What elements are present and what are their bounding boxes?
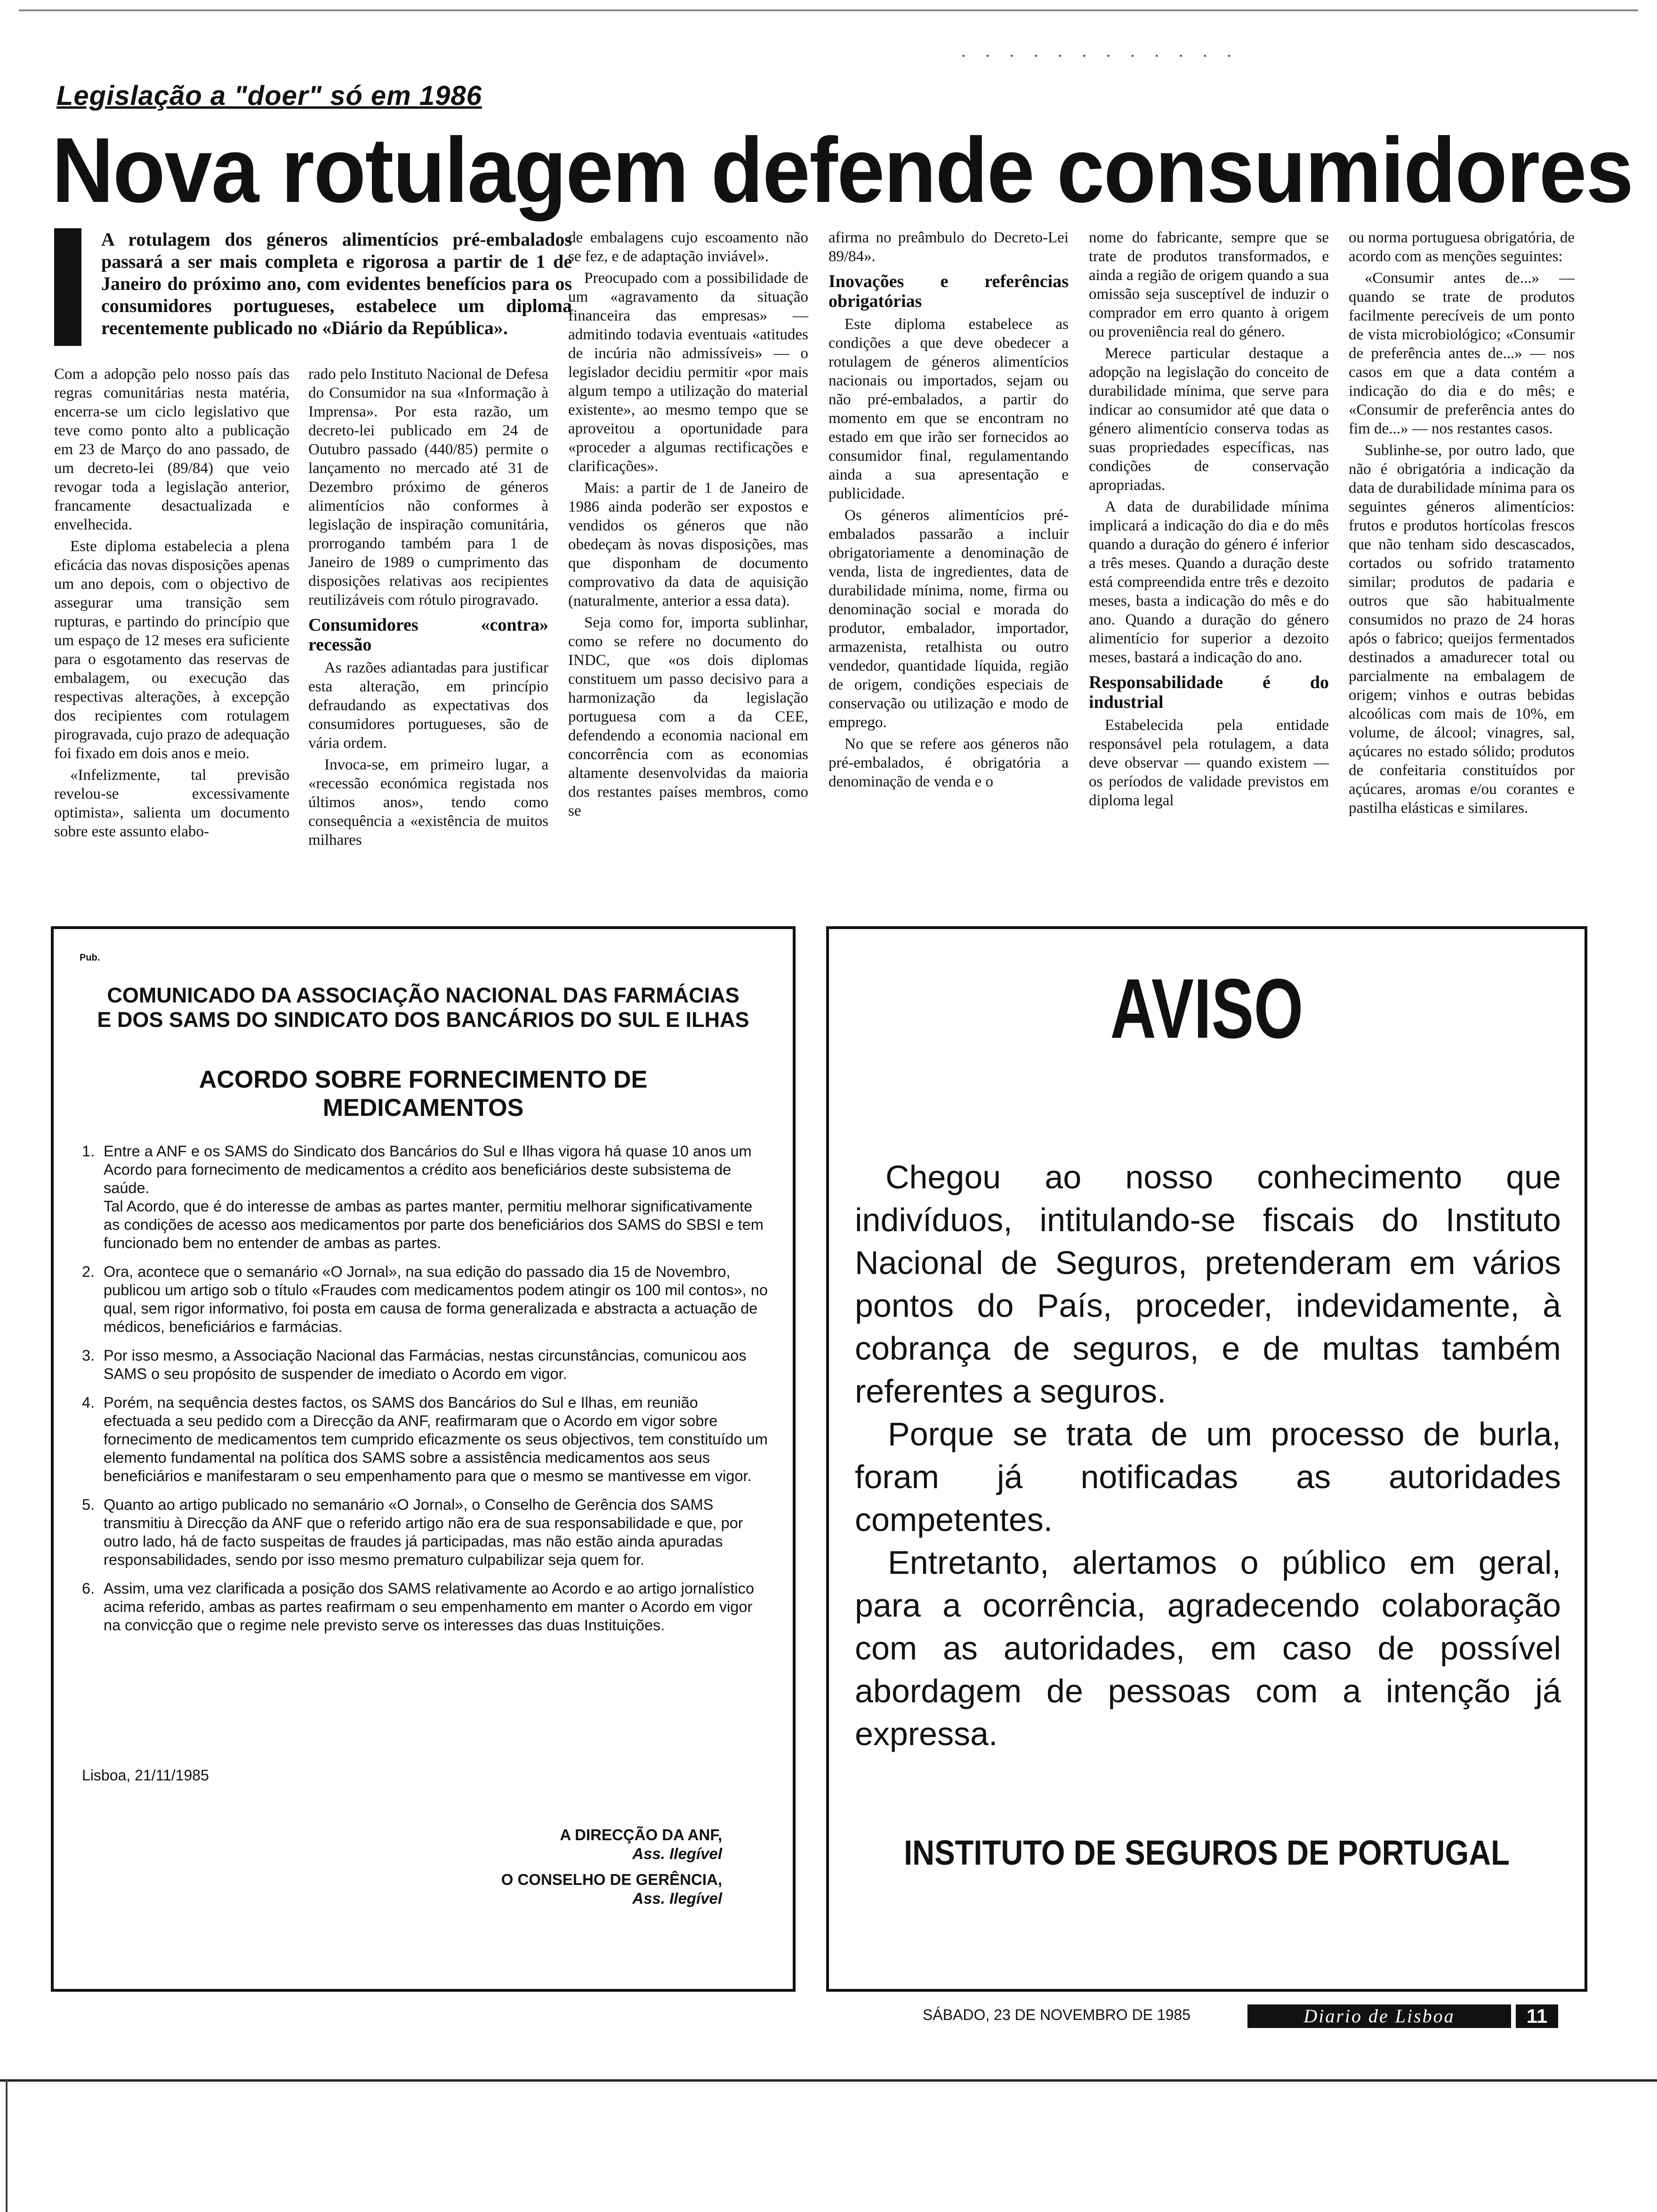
pub-label: Pub. [80, 953, 100, 963]
paragraph: ou norma portuguesa obrigatória, de acordo com as menções seguintes: [1349, 229, 1575, 265]
paragraph: Merece particular destaque a adopção na legislação do conceito de durabilidade mínima, que serve para indicar ao consumidor até que data o género alimentício conserva todas as suas propriedades específicas, nas condições de conservação apropriadas. [1089, 345, 1329, 494]
paragraph: As razões adiantadas para justificar esta alteração, em princípio defraudando as expectativas dos consumidores portugueses, são de vária ordem. [308, 659, 548, 752]
paragraph: Os géneros alimentícios pré-embalados passarão a incluir obrigatoriamente a denominação de venda, lista de ingredientes, data de durabilidade mínima, nome, firma ou denominação social e morada do produtor, embalador, importador, armazenista, retalhista ou outro vendedor, quantidade líquida, região de origem, condições especiais de conservação ou utilização e modo de emprego. [828, 507, 1069, 731]
article-kicker: Legislação a "doer" só em 1986 [56, 80, 482, 111]
subheading: Inovações e referências obrigatórias [828, 272, 1069, 311]
paragraph: A data de durabilidade mínima implicará a indicação do dia e do mês quando a duração do género é inferior a três meses. Quando a duração deste está compreendida entre três e dezoito meses, basta a indicação do mês e do ano. Quando a duração do género alimentício for superior a dezoito meses, bastará a indicação do ano. [1089, 498, 1329, 666]
item-number: 1. [82, 1143, 95, 1160]
scan-edge-left [6, 2080, 8, 2212]
item-number: 2. [82, 1263, 95, 1280]
paragraph: Invoca-se, em primeiro lugar, a «recessão económica registada nos últimos anos», tendo como consequência a «existência de muitos milhares [308, 756, 548, 849]
paragraph: afirma no preâmbulo do Decreto-Lei 89/84». [828, 229, 1069, 265]
newspaper-masthead: Diario de Lisboa [1247, 2004, 1511, 2028]
paragraph: rado pelo Instituto Nacional de Defesa do Consumidor na sua «Informação à Imprensa». Por esta razão, um decreto-lei publicado em 24 de Outubro passado (440/85) permite o lançamento no mercado até 31 de Dezembro próximo de géneros alimentícios não conformes à legislação de inspiração comunitária, prorrogando também para 1 de Janeiro de 1989 o cumprimento das disposições relativas aos recipientes reutilizáveis com rótulo pirogravado. [308, 366, 548, 609]
item-text: Por isso mesmo, a Associação Nacional das Farmácias, nestas circunstâncias, comunicou aos SAMS o seu propósito de suspender de imediato o Acordo em vigor. [104, 1347, 747, 1382]
article-column-6 [1349, 228, 1575, 820]
signature-note: Ass. Ilegível [632, 1845, 722, 1862]
subheading: Consumidores «contra» recessão [308, 615, 548, 655]
list-item [82, 1579, 769, 1635]
page-footer [923, 2004, 1577, 2030]
paragraph: «Infelizmente, tal previsão revelou-se excessivamente optimista», salienta um documento sobre este assunto elabo- [54, 767, 290, 840]
page-number: 11 [1516, 2004, 1558, 2028]
communique-title-line: E DOS SAMS DO SINDICATO DOS BANCÁRIOS DO SUL E ILHAS [97, 1008, 749, 1032]
list-item [82, 1496, 769, 1569]
aviso-title: AVISO [1110, 962, 1303, 1056]
signature-board [393, 1870, 722, 1908]
paragraph: Seja como for, importa sublinhar, como se refere no documento do INDC, que «os dois diplomas constituem um passo decisivo para a harmonização da legislação portuguesa com a da CEE, defendendo a economia nacional em concorrência com as economias altamente desenvolvidas da maioria dos restantes países membros, como se [568, 614, 808, 819]
item-text: Ora, acontece que o semanário «O Jornal», na sua edição do passado dia 15 de Novembro, publicou um artigo sob o título «Fraudes com medicamentos podem atingir os 100 mil contos», no qual, sem rigor informativo, foi posta em causa de forma generalizada e abstracta a actuação de médicos, beneficiários e farmácias. [104, 1263, 768, 1335]
communique-title [72, 983, 774, 1032]
list-item [82, 1263, 769, 1336]
paragraph: de embalagens cujo escoamento não se fez, e de adaptação inviável». [568, 229, 808, 265]
communique-items [82, 1142, 769, 1645]
scan-edge-top [19, 9, 1638, 11]
item-number: 3. [82, 1347, 95, 1364]
signature-role: A DIRECÇÃO DA ANF, [560, 1826, 722, 1843]
item-number: 4. [82, 1394, 95, 1411]
item-text: Quanto ao artigo publicado no semanário «O Jornal», o Conselho de Gerência dos SAMS transmitiu à Direcção da ANF que o referido artigo não era de sua responsabilidade e que, por outro lado, há de facto suspeitas de fraudes já participadas, mas não estão ainda apuradas responsabilidades, sendo por isso mesmo prematuro culpabilizar seja quem for. [104, 1496, 743, 1568]
subheading: Responsabilidade é do industrial [1089, 673, 1329, 712]
paragraph: Preocupado com a possibilidade de um «agravamento da situação financeira das empresas» — admitindo todavia eventuais «atitudes de incúria não admissíveis» — o legislador decidiu permitir «por mais algum tempo a utilização do material existente», ao mesmo tempo que se aproveitou a oportunidade para «proceder a algumas rectificações e clarificações». [568, 270, 808, 475]
paragraph: No que se refere aos géneros não pré-embalados, é obrigatória a denominação de venda e o [828, 736, 1069, 790]
item-number: 5. [82, 1496, 95, 1513]
paragraph: «Consumir antes de...» — quando se trate de produtos facilmente perecíveis de um ponto de vista microbiológico; «Consumir de preferência antes de...» — nos casos em que a data contém a indicação do dia e do mês; e «Consumir de preferência antes do fim de...» — nos restantes casos. [1349, 270, 1575, 437]
communique-advert [51, 926, 796, 1992]
communique-subtitle [72, 1066, 774, 1122]
paragraph: Este diploma estabelece as condições a que deve obedecer a rotulagem de géneros alimentícios nacionais ou importados, sejam ou não pré-embalados, a partir do momento em que se encontram no estado em que irão ser fornecidos ao consumidor final, regulamentando ainda a sua apresentação e publicidade. [828, 316, 1069, 502]
item-number: 6. [82, 1580, 95, 1597]
article-lead: A rotulagem dos géneros alimentícios pré-embalados passará a ser mais completa e rigorosa a partir de 1 de Janeiro do próximo ano, com evidentes benefícios para os consumidores portugueses, estabelece um diploma recentemente publicado no «Diário da República». [101, 229, 572, 338]
paragraph: Com a adopção pelo nosso país das regras comunitárias nesta matéria, encerra-se um ciclo legislativo que teve como ponto alto a publicação em 23 de Março do ano passado, de um decreto-lei (89/84) que veio revogar toda a legislação anterior, francamente desactualizada e envelhecida. [54, 366, 290, 533]
signature-note: Ass. Ilegível [632, 1890, 722, 1907]
scan-edge-bottom [0, 2079, 1657, 2082]
communique-title-line: COMUNICADO DA ASSOCIAÇÃO NACIONAL DAS FARMÁCIAS [107, 983, 740, 1007]
aviso-advert [826, 926, 1587, 1992]
signature-anf [393, 1826, 722, 1863]
article-column-4 [828, 228, 1069, 794]
communique-subtitle-line: ACORDO SOBRE FORNECIMENTO DE [199, 1066, 648, 1093]
item-text: Tal Acordo, que é do interesse de ambas as partes manter, permitiu melhorar significativamente as condições de acesso aos medicamentos por parte dos beneficiários dos SAMS do SBSI e tem funcionado bem no entender de ambas as partes. [104, 1198, 764, 1251]
place-date: Lisboa, 21/11/1985 [82, 1767, 209, 1784]
drop-cap-bar [54, 228, 81, 346]
list-item [82, 1394, 769, 1485]
paragraph: Chegou ao nosso conhecimento que indivíduos, intitulando-se fiscais do Instituto Nacional de Seguros, pretenderam em vários pontos do País, proceder, indevidamente, à cobrança de seguros, e de multas também referentes a seguros. [855, 1159, 1561, 1410]
article-body [54, 228, 1575, 906]
aviso-text [855, 1156, 1561, 1755]
article-headline: Nova rotulagem defende consumidores [52, 119, 1633, 222]
faded-header-text: · · · · · · · · · · · · [960, 45, 1239, 66]
aviso-signature: INSTITUTO DE SEGUROS DE PORTUGAL [904, 1833, 1510, 1872]
paragraph: Estabelecida pela entidade responsável pela rotulagem, a data deve observar — quando existem — os períodos de validade previstos em diploma legal [1089, 717, 1329, 809]
list-item [82, 1142, 769, 1252]
item-text: Entre a ANF e os SAMS do Sindicato dos Bancários do Sul e Ilhas vigora há quase 10 anos um Acordo para fornecimento de medicamentos a crédito aos beneficiários deste subsistema de saúde. [104, 1143, 752, 1196]
paragraph: Porque se trata de um processo de burla, foram já notificadas as autoridades competentes. [855, 1416, 1561, 1538]
article-column-3 [568, 228, 808, 823]
item-text: Assim, uma vez clarificada a posição dos SAMS relativamente ao Acordo e ao artigo jornalístico acima referido, ambas as partes reafirmam o seu empenhamento em manter o Acordo em vigor na convicção que o regime nele previsto serve os interesses das duas Instituições. [104, 1580, 754, 1634]
article-column-2 [308, 365, 548, 852]
communique-subtitle-line: MEDICAMENTOS [322, 1094, 524, 1122]
paragraph: Este diploma estabelecia a plena eficácia das novas disposições apenas um ano depois, com o objectivo de assegurar uma transição sem rupturas, e partindo do princípio que um espaço de 12 meses era suficiente para o esgotamento das reservas de embalagem, ou execução das respectivas alterações, à excepção dos recipientes com rotulagem pirogravada, cujo prazo de adequação foi fixado em dois anos e meio. [54, 538, 290, 762]
article-column-5 [1089, 228, 1329, 813]
signature-role: O CONSELHO DE GERÊNCIA, [501, 1871, 722, 1888]
paragraph: nome do fabricante, sempre que se trate de produtos transformados, e ainda a região de origem quando a sua omissão seja susceptível de induzir o comprador em erro quanto à origem ou proveniência real do género. [1089, 229, 1329, 340]
paragraph: Mais: a partir de 1 de Janeiro de 1986 ainda poderão ser expostos e vendidos os géneros que não obedeçam às novas disposições, mas que disponham de documento comprovativo da data de aquisição (naturalmente, anterior a essa data). [568, 480, 808, 609]
article-column-1 [54, 365, 290, 844]
paragraph: Entretanto, alertamos o público em geral, para a ocorrência, agradecendo colaboração com as autoridades, em caso de possível abordagem de pessoas com a intenção já expressa. [855, 1544, 1561, 1752]
footer-date: SÁBADO, 23 DE NOVEMBRO DE 1985 [923, 2006, 1191, 2023]
list-item [82, 1346, 769, 1383]
item-text: Porém, na sequência destes factos, os SAMS dos Bancários do Sul e Ilhas, em reunião efectuada a seu pedido com a Direcção da ANF, reafirmaram que o Acordo em vigor sobre fornecimento de medicamentos tem cumprido eficazmente os seus objectivos, tem constituído um elemento fundamental na política dos SAMS sobre a assistência medicamentos aos seus beneficiários e manifestaram o seu empenhamento para que o mesmo se mantivesse em vigor. [104, 1394, 768, 1484]
paragraph: Sublinhe-se, por outro lado, que não é obrigatória a indicação da data de durabilidade mínima para os seguintes géneros alimentícios: frutos e produtos hortícolas frescos que não tenham sido descascados, cortados ou sofrido tratamento similar; produtos de padaria e outros que são habitualmente consumidos no prazo de 24 horas após o fabrico; queijos fermentados destinados a amadurecer total ou parcialmente na embalagem de origem; vinhos e outras bebidas alcoólicas com mais de 10%, em volume, de álcool; vinagres, sal, açúcares no estado sólido; produtos de confeitaria constituídos por açúcares, aromas e/ou corantes e pastilha elásticas e similares. [1349, 442, 1575, 817]
